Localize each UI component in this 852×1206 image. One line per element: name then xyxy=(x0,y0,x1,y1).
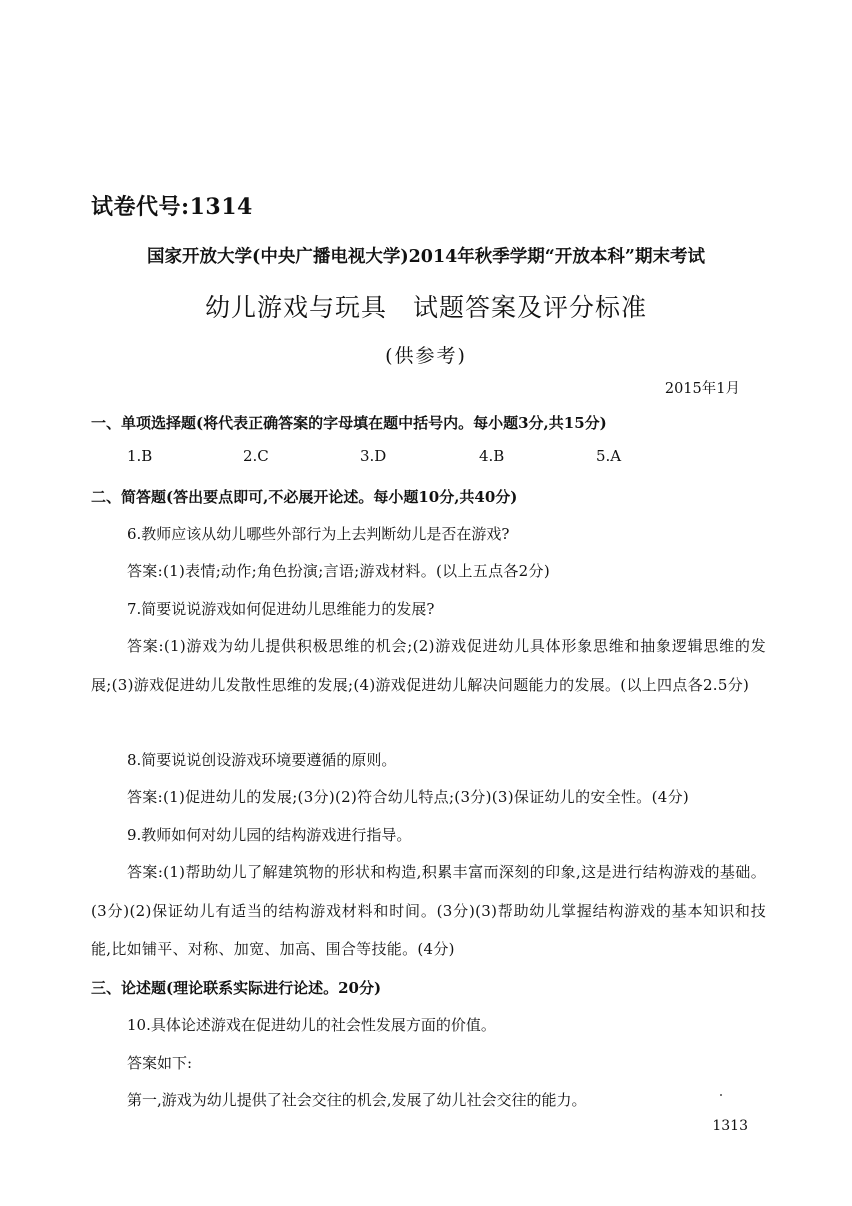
exam-code: 试卷代号:1314 xyxy=(91,194,253,220)
question-7: 7.简要说说游戏如何促进幼儿思维能力的发展? xyxy=(127,600,435,618)
choice-answers-row xyxy=(0,447,852,467)
choice-answer: 4.B xyxy=(479,447,505,465)
reference-note: (供参考) xyxy=(385,345,467,367)
course-title-line xyxy=(0,288,852,324)
answer-7: 答案:(1)游戏为幼儿提供积极思维的机会;(2)游戏促进幼儿具体形象思维和抽象逻辑思维的发展;(3)游戏促进幼儿发散性思维的发展;(4)游戏促进幼儿解决问题能力的发展。(以上四点各2.5分) xyxy=(91,637,766,694)
choice-answer: 2.C xyxy=(243,447,269,465)
question-6: 6.教师应该从幼儿哪些外部行为上去判断幼儿是否在游戏? xyxy=(127,525,510,543)
page-number: 1313 xyxy=(712,1118,748,1134)
scan-speck xyxy=(720,1094,722,1096)
essay-answer-point-1: 第一,游戏为幼儿提供了社会交往的机会,发展了幼儿社会交往的能力。 xyxy=(127,1091,587,1109)
question-9: 9.教师如何对幼儿园的结构游戏进行指导。 xyxy=(127,826,412,844)
choice-answer: 1.B xyxy=(127,447,153,465)
answer-9: 答案:(1)帮助幼儿了解建筑物的形状和构造,积累丰富而深刻的印象,这是进行结构游戏的基础。(3分)(2)保证幼儿有适当的结构游戏材料和时间。(3分)(3)帮助幼儿掌握结构游戏的基本知识和技能,比如铺平、对称、加宽、加高、围合等技能。(4分) xyxy=(91,863,766,958)
choice-answer: 3.D xyxy=(360,447,387,465)
section-heading-single-choice: 一、单项选择题(将代表正确答案的字母填在题中括号内。每小题3分,共15分) xyxy=(91,414,607,432)
document-subtitle: 试题答案及评分标准 xyxy=(413,293,648,322)
choice-answer: 5.A xyxy=(596,447,622,465)
question-10: 10.具体论述游戏在促进幼儿的社会性发展方面的价值。 xyxy=(127,1016,496,1034)
exam-date: 2015年1月 xyxy=(664,381,740,397)
answer-8: 答案:(1)促进幼儿的发展;(3分)(2)符合幼儿特点;(3分)(3)保证幼儿的安全性。(4分) xyxy=(127,788,690,806)
course-name: 幼儿游戏与玩具 xyxy=(204,293,387,322)
exam-university-title: 国家开放大学(中央广播电视大学)2014年秋季学期“开放本科”期末考试 xyxy=(147,247,705,267)
question-8: 8.简要说说创设游戏环境要遵循的原则。 xyxy=(127,751,397,769)
answer-6: 答案:(1)表情;动作;角色扮演;言语;游戏材料。(以上五点各2分) xyxy=(127,562,550,580)
section-heading-essay: 三、论述题(理论联系实际进行论述。20分) xyxy=(91,979,382,997)
essay-answer-intro: 答案如下: xyxy=(127,1054,193,1072)
section-heading-short-answer: 二、简答题(答出要点即可,不必展开论述。每小题10分,共40分) xyxy=(91,488,518,506)
